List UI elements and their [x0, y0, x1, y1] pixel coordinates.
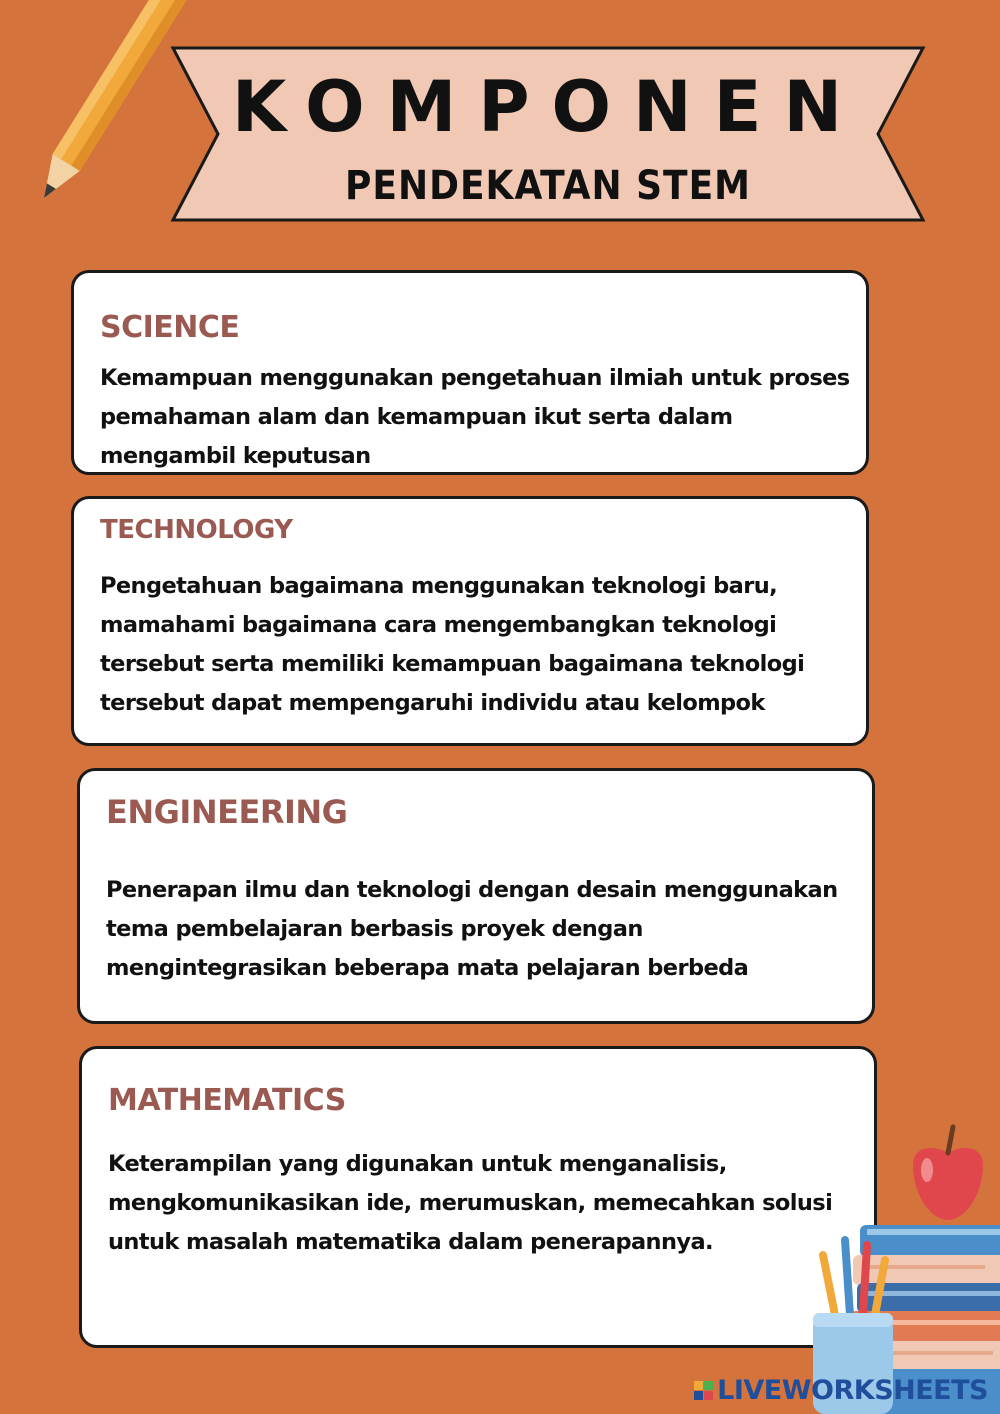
liveworksheets-watermark — [694, 1374, 988, 1406]
card-heading: ENGINEERING — [106, 793, 348, 831]
school-supplies-decoration — [805, 1115, 1000, 1414]
card-heading: SCIENCE — [100, 310, 240, 345]
apple-icon — [913, 1127, 983, 1220]
card-technology — [71, 496, 869, 746]
pencil-icon — [30, 0, 190, 210]
card-heading: TECHNOLOGY — [100, 515, 293, 545]
card-engineering — [77, 768, 875, 1024]
liveworksheets-logo-icon — [694, 1381, 713, 1400]
watermark-text: LIVEWORKSHEETS — [717, 1374, 988, 1406]
card-text: Keterampilan yang digunakan untuk menganalisis, mengkomunikasikan ide, merumuskan, memecahkan solusi untuk masalah matematika dalam penerapannya. — [108, 1151, 833, 1255]
card-science — [71, 270, 869, 475]
card-text: Penerapan ilmu dan teknologi dengan desain menggunakan tema pembelajaran berbasis proyek dengan mengintegrasikan beberapa mata pelajaran berbeda — [106, 877, 838, 981]
card-mathematics — [79, 1046, 877, 1348]
title-banner — [170, 44, 926, 224]
page-subtitle: PENDEKATAN STEM — [345, 163, 751, 209]
page-title: KOMPONEN — [231, 66, 865, 148]
card-heading: MATHEMATICS — [108, 1083, 346, 1118]
card-text: Pengetahuan bagaimana menggunakan teknologi baru, mamahami bagaimana cara mengembangkan teknologi tersebut serta memiliki kemampuan bagaimana teknologi tersebut dapat mempengaruhi individu atau kelompok — [100, 573, 805, 716]
card-text: Kemampuan menggunakan pengetahuan ilmiah untuk proses pemahaman alam dan kemampuan ikut serta dalam mengambil keputusan — [100, 365, 850, 469]
